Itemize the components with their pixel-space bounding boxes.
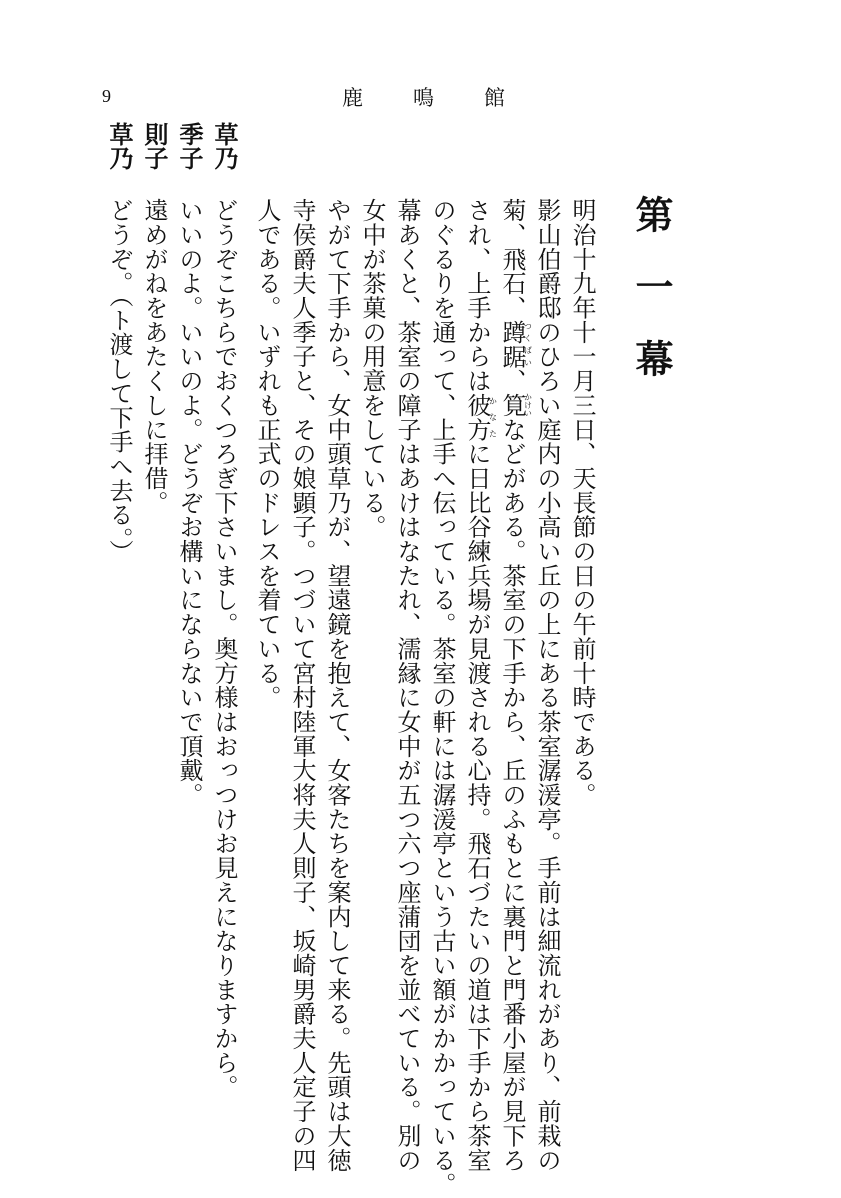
running-title: 鹿鳴館 (342, 86, 555, 110)
dialogue-line: どうぞこちらでおくつろぎ下さいまし。奥方様はおっつけお見えになりますから。 (210, 198, 238, 1099)
ruby-base: 筧 (498, 392, 526, 418)
stage-direction-line (465, 198, 497, 1172)
stage-direction-line (500, 198, 532, 1172)
stage-direction-line: やがて下手から、女中頭草乃が、望遠鏡を抱えて、女客たちを案内して来る。先頭は大徳 (323, 198, 351, 1172)
stage-direction-text: 菊、飛石、 (498, 198, 526, 320)
stage-direction-line: のぐるりを通って、上手へ伝っている。茶室の軒には潺湲亭という古い額がかかっている。 (428, 198, 456, 1197)
ruby-tsukubai (498, 319, 533, 369)
page-number: 9 (102, 86, 111, 106)
ruby-reading: つくばい (523, 319, 533, 369)
dialogue-line: いいのよ。いいのよ。どうぞお構いにならないで頂戴。 (175, 198, 203, 807)
dialogue-line: 遠めがねをあたくしに拝借。 (140, 198, 168, 515)
stage-direction-line: 寺侯爵夫人季子と、その娘顕子。つづいて宮村陸軍大将夫人則子、坂崎男爵夫人定子の四 (288, 198, 316, 1172)
stage-direction-line: 明治十九年十一月三日、天長節の日の午前十時である。 (568, 198, 596, 807)
stage-direction-line: 幕あくと、茶室の障子はあけはなたれ、濡縁に女中が五つ六つ座蒲団を並べている。別の (393, 198, 421, 1172)
speaker-name: 季子 (175, 122, 204, 170)
dialogue-line: どうぞ。（ト渡して下手へ去る。） (105, 198, 133, 564)
stage-direction-text: に日比谷練兵場が見渡される心持。飛石づたいの道は下手から茶室 (463, 441, 491, 1173)
stage-direction-line: 女中が茶菓の用意をしている。 (358, 198, 386, 539)
ruby-kakei (498, 392, 533, 418)
stage-direction-line: 人である。いずれも正式のドレスを着ている。 (253, 198, 281, 710)
ruby-base: 彼方 (463, 392, 491, 442)
speaker-name: 則子 (140, 122, 169, 170)
ruby-kanata (463, 392, 498, 442)
ruby-reading: かけい (523, 392, 533, 418)
stage-direction-text: され、上手からは (463, 198, 491, 393)
speaker-name: 草乃 (210, 122, 239, 170)
stage-direction-text: などがある。茶室の下手から、丘のふもとに裏門と門番小屋が見下ろ (498, 417, 526, 1173)
ruby-reading: かなた (488, 392, 498, 442)
comma: 、 (498, 368, 526, 393)
ruby-base: 蹲踞 (498, 319, 526, 369)
stage-direction-line: 影山伯爵邸のひろい庭内の小高い丘の上にある茶室潺湲亭。手前は細流れがあり、前栽の (533, 198, 561, 1172)
speaker-name: 草乃 (105, 122, 134, 170)
act-title: 第一幕 (629, 195, 674, 411)
